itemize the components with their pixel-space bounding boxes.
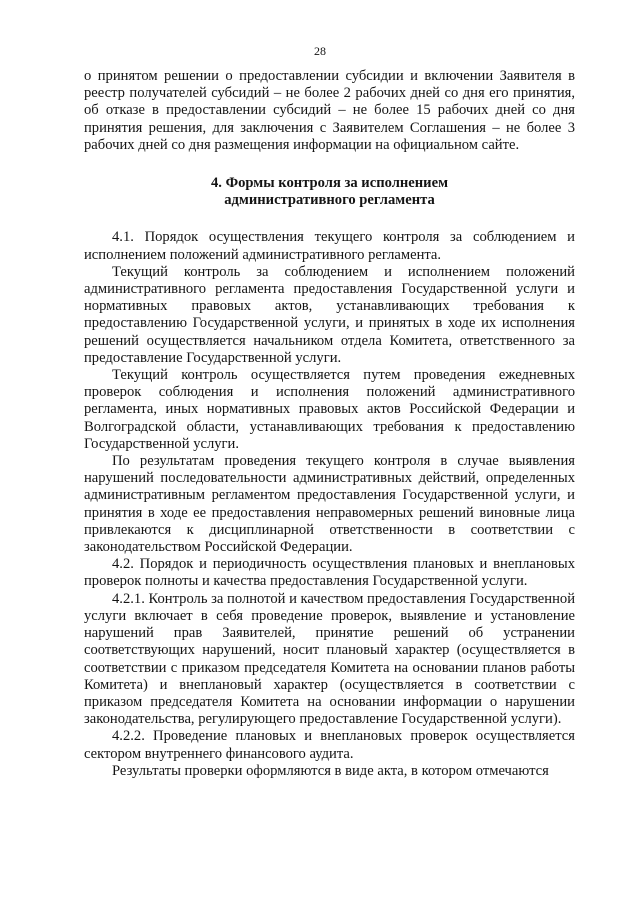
paragraph-current-control: Текущий контроль за соблюдением и исполнением положений административного регламента предоставления Государственной услуги и нормативных правовых актов, устанавливающих требования к предоставлению Государственной услуги, и принятых в ходе их исполнения решений осуществляется начальником отдела Комитета, ответственного за предоставление Государственной услуги.	[84, 263, 575, 366]
section-heading	[84, 175, 575, 209]
paragraph-4-1: 4.1. Порядок осуществления текущего контроля за соблюдением и исполнением положений административного регламента.	[84, 229, 575, 263]
paragraph-results: Результаты проверки оформляются в виде акта, в котором отмечаются	[112, 762, 549, 779]
section-heading-line-1: 4. Формы контроля за исполнением	[210, 175, 449, 192]
paragraph-4-2: 4.2. Порядок и периодичность осуществления плановых и внеплановых проверок полноты и качества предоставления Государственной услуги.	[84, 556, 575, 590]
paragraph-daily-checks: Текущий контроль осуществляется путем проведения ежедневных проверок соблюдения и исполнения положений административного регламента, иных нормативных правовых актов Российской Федерации и Волгоградской области, устанавливающих требования к предоставлению Государственной услуги.	[84, 367, 575, 452]
document-body	[84, 68, 575, 780]
intro-paragraph: о принятом решении о предоставлении субсидии и включении Заявителя в реестр получателей субсидий – не более 2 рабочих дней со дня его принятия, об отказе в предоставлении субсидий – не более 15 рабочих дней со дня принятия решения, для заключения с Заявителем Соглашения – не более 3 рабочих дней со дня размещения информации на официальном сайте.	[84, 68, 575, 153]
section-heading-line-2: административного регламента	[224, 192, 435, 209]
paragraph-4-2-2: 4.2.2. Проведение плановых и внеплановых проверок осуществляется сектором внутреннего финансового аудита.	[84, 728, 575, 762]
paragraph-violations: По результатам проведения текущего контроля в случае выявления нарушений последовательности административных действий, определенных административным регламентом предоставления Государственной услуги, и принятия в ходе ее предоставления неправомерных решений виновные лица привлекаются к дисциплинарной ответственности в соответствии с законодательством Российской Федерации.	[84, 453, 575, 556]
page-number: 28	[314, 44, 326, 58]
paragraph-4-2-1: 4.2.1. Контроль за полнотой и качеством предоставления Государственной услуги включает в себя проведение проверок, выявление и установление нарушений прав Заявителей, принятие решений об устранении соответствующих нарушений, носит плановый характер (осуществляется в соответствии с приказом председателя Комитета на основании планов работы Комитета) и внеплановый характер (осуществляется в соответствии с приказом председателя Комитета на основании информации о нарушении законодательства, регулирующего предоставление Государственной услуги).	[84, 590, 576, 728]
